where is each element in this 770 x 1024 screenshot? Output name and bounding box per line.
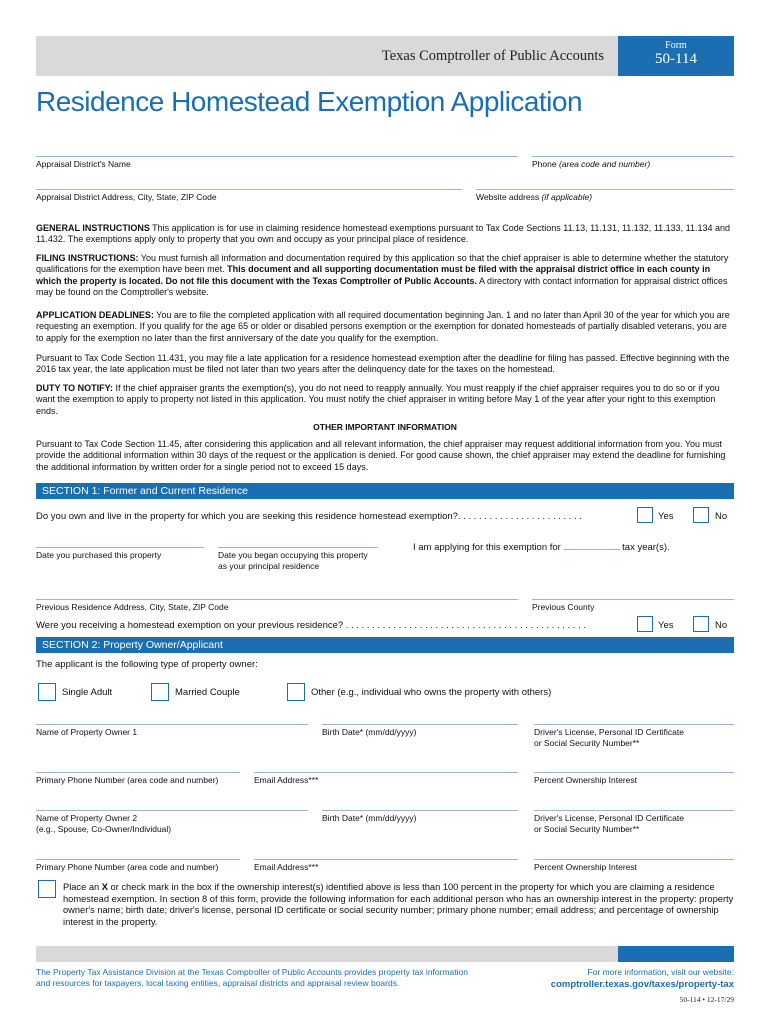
own-live-yes-checkbox[interactable]: [637, 507, 653, 523]
partial-ownership-text: Place an X or check mark in the box if the ownership interest(s) identified above is less than 100 percent in the property for which you are claiming a residence homestead exemption. In section 8 of this form, provide the following information for each additional person who has an ownership interest in the property: property owner's name; birth date; driver's license, personal ID certificate or social security number; primary phone number; email address; and percentage of ownership interest in the property.: [63, 882, 734, 927]
own-live-no-checkbox[interactable]: [693, 507, 709, 523]
other-owner-label: Other (e.g., individual who owns the property with others): [311, 687, 552, 698]
married-couple-checkbox[interactable]: [151, 683, 169, 701]
own-live-yes-label: Yes: [658, 511, 674, 522]
owner2-phone-label: Primary Phone Number (area code and number): [36, 862, 219, 872]
owner2-name-label: Name of Property Owner 2 (e.g., Spouse, Co-Owner/Individual): [36, 813, 172, 834]
owner2-ownership-label: Percent Ownership Interest: [534, 862, 637, 872]
header-bar: [36, 36, 618, 76]
agency-name: Texas Comptroller of Public Accounts: [381, 48, 604, 64]
prev-exemption-no-label: No: [715, 620, 728, 631]
owner1-ownership-label: Percent Ownership Interest: [534, 775, 637, 785]
prev-address-label: Previous Residence Address, City, State, ZIP Code: [36, 602, 229, 612]
footer-website-link[interactable]: comptroller.texas.gov/taxes/property-tax: [550, 979, 734, 990]
date-occupying-label: Date you began occupying this property as your principal residence: [218, 550, 368, 571]
owner2-birthdate-input[interactable]: [322, 810, 518, 811]
other-info-text: Pursuant to Tax Code Section 11.45, after considering this application and all relevant information, the chief appraiser may request additional information from you. You must provide the additional information within 30 days of the request or the application is denied. For good cause shown, the chief appraiser may extend the deadline for furnishing the additional information by written order for a single period not to exceed 15 days.: [36, 439, 726, 472]
tax-year-input[interactable]: [564, 541, 620, 550]
owner-type-intro: The applicant is the following type of property owner:: [36, 659, 258, 670]
district-website-input[interactable]: [476, 189, 734, 190]
owner2-license-input[interactable]: [534, 810, 734, 811]
prev-exemption-no-checkbox[interactable]: [693, 616, 709, 632]
owner2-name-input[interactable]: [36, 810, 308, 811]
owner1-license-input[interactable]: [534, 724, 734, 725]
owner2-phone-input[interactable]: [36, 859, 240, 860]
date-occupying-input[interactable]: [218, 547, 378, 548]
prev-county-input[interactable]: [532, 599, 734, 600]
duty-to-notify: DUTY TO NOTIFY: If the chief appraiser grants the exemption(s), you do not need to reapply annually. You must reapply if the chief appraiser requires you to do so or if you want the exemption to apply to property not listed in this application. You must notify the chief appraiser in writing before May 1 of the year after your right to this exemption ends.: [36, 383, 720, 416]
footer-more-info: For more information, visit our website:: [587, 967, 734, 977]
date-purchased-input[interactable]: [36, 547, 204, 548]
owner1-birthdate-input[interactable]: [322, 724, 518, 725]
married-couple-label: Married Couple: [175, 687, 240, 698]
single-adult-label: Single Adult: [62, 687, 113, 698]
prev-exemption-yes-checkbox[interactable]: [637, 616, 653, 632]
owner2-ownership-input[interactable]: [534, 859, 734, 860]
form-label: Form: [665, 40, 687, 51]
owner1-phone-input[interactable]: [36, 772, 240, 773]
other-info-heading: OTHER IMPORTANT INFORMATION: [313, 422, 457, 432]
owner1-ownership-input[interactable]: [534, 772, 734, 773]
tax-years-statement: I am applying for this exemption for tax year(s).: [413, 542, 670, 553]
district-phone-input[interactable]: [532, 156, 734, 157]
owner1-birthdate-label: Birth Date* (mm/dd/yyyy): [322, 727, 417, 737]
owner1-email-input[interactable]: [254, 772, 518, 773]
prev-county-label: Previous County: [532, 602, 595, 612]
footer-form-code: 50-114 • 12-17/29: [679, 995, 734, 1004]
owner2-email-label: Email Address***: [254, 862, 319, 872]
general-instructions: GENERAL INSTRUCTIONS This application is for use in claiming residence homestead exemptions pursuant to Tax Code Sections 11.13, 11.131, 11.132, 11.133, 11.134 and 11.432. The exemptions apply only to property that you own and occupy as your principal place of residence.: [36, 223, 731, 245]
form-number-box: [618, 36, 734, 76]
date-purchased-label: Date you purchased this property: [36, 550, 162, 560]
page-title: Residence Homestead Exemption Application: [36, 86, 583, 117]
district-address-label: Appraisal District Address, City, State, ZIP Code: [36, 192, 217, 202]
footer-accent: [618, 946, 734, 962]
owner2-email-input[interactable]: [254, 859, 518, 860]
prev-exemption-yes-label: Yes: [658, 620, 674, 631]
single-adult-checkbox[interactable]: [38, 683, 56, 701]
partial-ownership-checkbox[interactable]: [38, 880, 56, 898]
district-address-input[interactable]: [36, 189, 462, 190]
own-live-no-label: No: [715, 511, 728, 522]
q-own-and-live: Do you own and live in the property for which you are seeking this residence homestead exemption?. . . . . . . . . . . . . . . . . . . . . . . .: [36, 511, 582, 522]
district-name-label: Appraisal District's Name: [36, 159, 131, 169]
owner1-name-input[interactable]: [36, 724, 308, 725]
district-name-input[interactable]: [36, 156, 518, 157]
footer-description: The Property Tax Assistance Division at the Texas Comptroller of Public Accounts provides property tax information and resources for taxpayers, local taxing entities, appraisal districts and appraisal review boards.: [36, 967, 468, 988]
district-website-label: Website address (if applicable): [476, 192, 593, 202]
owner1-license-label: Driver's License, Personal ID Certificate or Social Security Number**: [534, 727, 684, 748]
prev-address-input[interactable]: [36, 599, 518, 600]
q-previous-exemption: Were you receiving a homestead exemption on your previous residence? . . . . . . . . . . . . . . . . . . . . . . . . . . . . . . . . . . . . . . . . . . . . . .: [36, 620, 586, 631]
late-application-text: Pursuant to Tax Code Section 11.431, you may file a late application for a residence homestead exemption after the deadline for filing has passed. Effective beginning with the 2016 tax year, the late application must be filed not later than two years after the delinquency date for the taxes on the homestead.: [36, 353, 730, 375]
application-deadlines: APPLICATION DEADLINES: You are to file the completed application with all required documentation beginning Jan. 1 and no later than April 30 of the year for which you are requesting an exemption. If you qualify for the age 65 or older or disabled persons exemption or the exemption for donated homesteads of partially disabled veterans, you are to apply for the exemption no later than the first anniversary of the date you qualify for the exemption.: [36, 310, 730, 343]
section-2-header: SECTION 2: Property Owner/Applicant: [36, 637, 734, 653]
section-1-header: SECTION 1: Former and Current Residence: [36, 483, 734, 499]
owner1-name-label: Name of Property Owner 1: [36, 727, 138, 737]
footer-bar: [36, 946, 618, 962]
owner2-license-label: Driver's License, Personal ID Certificate or Social Security Number**: [534, 813, 684, 834]
other-owner-checkbox[interactable]: [287, 683, 305, 701]
form-number: 50-114: [655, 51, 697, 67]
owner1-phone-label: Primary Phone Number (area code and number): [36, 775, 219, 785]
owner1-email-label: Email Address***: [254, 775, 319, 785]
filing-instructions: FILING INSTRUCTIONS: You must furnish all information and documentation required by this application so that the chief appraiser is able to determine whether the statutory qualifications for the exemption have been met. This document and all supporting documentation must be filed with the appraisal district office in each county in which the property is located. Do not file this document with the Texas Comptroller of Public Accounts. A directory with contact information for appraisal district offices may be found on the Comptroller's website.: [36, 253, 729, 298]
owner2-birthdate-label: Birth Date* (mm/dd/yyyy): [322, 813, 417, 823]
district-phone-label: Phone (area code and number): [532, 159, 651, 169]
